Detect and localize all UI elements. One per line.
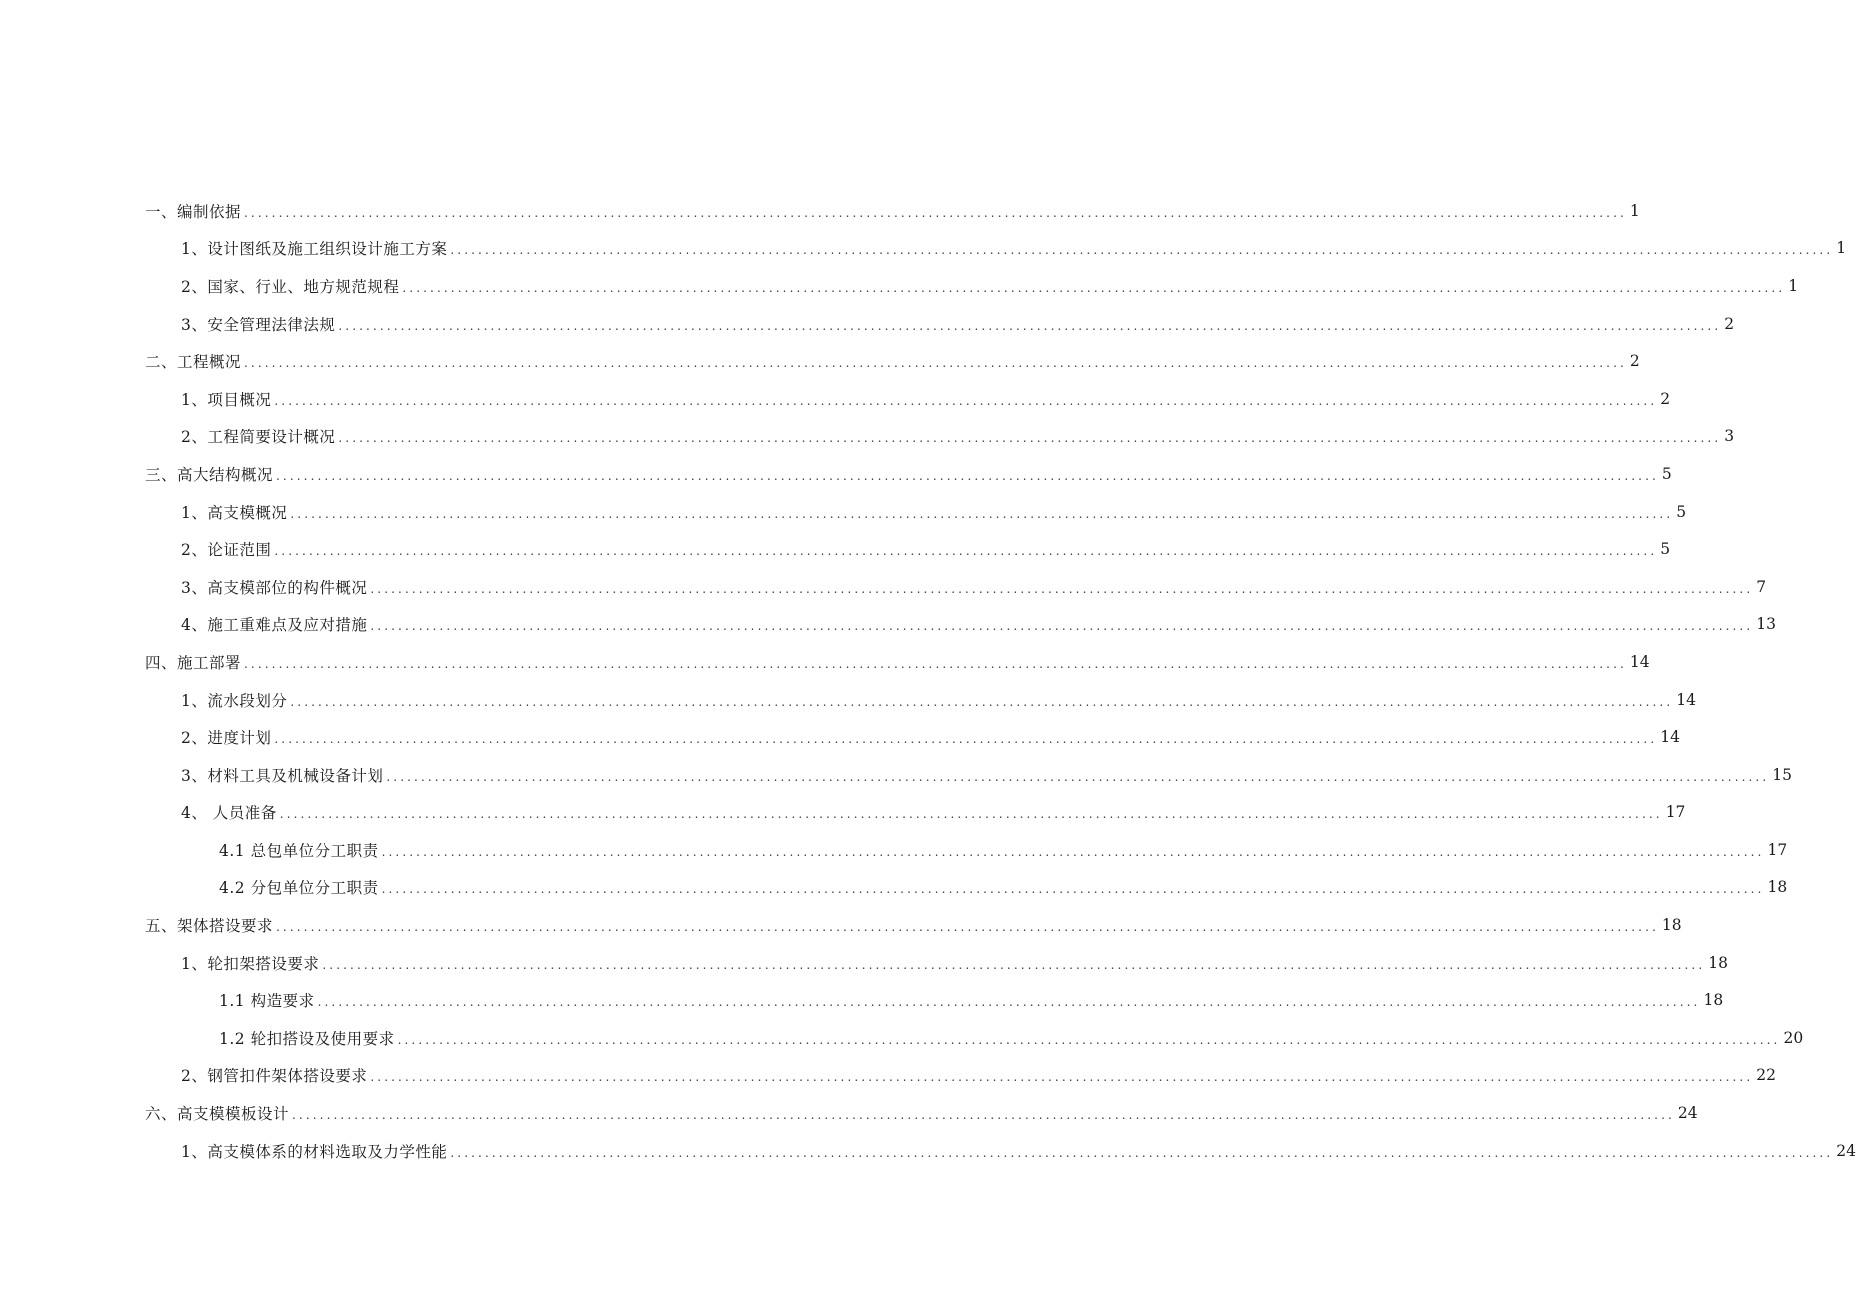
- toc-entry-title: 3、材料工具及机械设备计划: [181, 766, 384, 785]
- toc-page-number: 24: [1836, 1141, 1856, 1160]
- toc-page-number: 2: [1660, 389, 1671, 408]
- toc-leader-dots: ........................................................................................................................................................................................................: [244, 356, 1627, 371]
- toc-leader-dots: ........................................................................................................................................................................................................: [244, 205, 1627, 220]
- toc-entry-title: 2、工程简要设计概况: [181, 428, 336, 447]
- toc-leader-dots: ........................................................................................................................................................................................................: [397, 1032, 1781, 1047]
- toc-entry-title: 2、论证范围: [181, 541, 272, 560]
- toc-page-number: 1: [1788, 276, 1799, 295]
- toc-entry[interactable]: [0, 1057, 1776, 1095]
- toc-entry[interactable]: [0, 380, 1671, 418]
- toc-leader-dots: ........................................................................................................................................................................................................: [276, 920, 1659, 935]
- toc-leader-dots: ........................................................................................................................................................................................................: [450, 1145, 1834, 1160]
- toc-page-number: 14: [1676, 690, 1696, 709]
- toc-entry[interactable]: [0, 944, 1728, 982]
- toc-page-number: 3: [1724, 427, 1735, 446]
- toc-page-number: 18: [1767, 878, 1788, 897]
- toc-leader-dots: ........................................................................................................................................................................................................: [386, 769, 1770, 784]
- toc-entry-title: 1、设计图纸及施工组织设计施工方案: [181, 240, 448, 259]
- toc-entry[interactable]: [0, 756, 1792, 794]
- toc-entry[interactable]: [0, 230, 1847, 268]
- table-of-contents: [0, 192, 1856, 1169]
- toc-entry[interactable]: [0, 681, 1696, 719]
- toc-leader-dots: ........................................................................................................................................................................................................: [276, 468, 1659, 483]
- toc-entry[interactable]: [0, 606, 1776, 644]
- toc-page-number: 18: [1661, 916, 1682, 935]
- toc-leader-dots: ........................................................................................................................................................................................................: [244, 656, 1627, 671]
- toc-page-number: 22: [1756, 1066, 1776, 1085]
- toc-page-number: 1: [1836, 239, 1847, 258]
- toc-entry-title: 六、高支模模板设计: [145, 1105, 290, 1124]
- toc-entry-title: 1、高支模概况: [181, 503, 288, 522]
- toc-entry[interactable]: [0, 906, 1682, 944]
- toc-leader-dots: ........................................................................................................................................................................................................: [317, 995, 1701, 1010]
- toc-leader-dots: ........................................................................................................................................................................................................: [274, 393, 1658, 408]
- toc-entry[interactable]: [0, 1132, 1856, 1170]
- toc-entry-title: 1.1 构造要求: [219, 992, 315, 1011]
- toc-leader-dots: ........................................................................................................................................................................................................: [274, 544, 1658, 559]
- toc-entry[interactable]: [0, 869, 1788, 907]
- toc-page-number: 20: [1783, 1028, 1804, 1047]
- toc-entry-title: 2、进度计划: [181, 729, 272, 748]
- toc-entry-title: 4、施工重难点及应对措施: [181, 616, 368, 635]
- toc-entry[interactable]: [0, 1019, 1804, 1057]
- toc-entry[interactable]: [0, 267, 1799, 305]
- toc-entry[interactable]: [0, 455, 1672, 493]
- toc-entry-title: 1、轮扣架搭设要求: [181, 954, 320, 973]
- toc-page-number: 17: [1767, 840, 1788, 859]
- toc-leader-dots: ........................................................................................................................................................................................................: [402, 280, 1786, 295]
- toc-page-number: 2: [1724, 314, 1735, 333]
- toc-leader-dots: ........................................................................................................................................................................................................: [322, 957, 1706, 972]
- toc-entry[interactable]: [0, 493, 1687, 531]
- toc-entry-title: 五、架体搭设要求: [145, 917, 274, 936]
- toc-page-number: 18: [1703, 991, 1724, 1010]
- toc-page-number: 5: [1676, 502, 1687, 521]
- toc-entry-title: 4.1 总包单位分工职责: [219, 841, 379, 860]
- toc-entry[interactable]: [0, 643, 1650, 681]
- toc-entry[interactable]: [0, 831, 1788, 869]
- toc-page-number: 1: [1629, 201, 1640, 220]
- toc-page-number: 13: [1756, 615, 1776, 634]
- toc-entry-title: 一、编制依据: [145, 202, 242, 221]
- toc-leader-dots: ........................................................................................................................................................................................................: [279, 807, 1663, 822]
- toc-page-number: 18: [1708, 953, 1728, 972]
- toc-entry-title: 1、项目概况: [181, 390, 272, 409]
- toc-page-number: 5: [1660, 540, 1671, 559]
- toc-entry[interactable]: [0, 1094, 1698, 1132]
- toc-entry[interactable]: [0, 305, 1735, 343]
- toc-entry-title: 1、流水段划分: [181, 691, 288, 710]
- toc-page-number: 24: [1677, 1104, 1698, 1123]
- toc-leader-dots: ........................................................................................................................................................................................................: [290, 694, 1674, 709]
- toc-entry[interactable]: [0, 568, 1767, 606]
- toc-page-number: 17: [1665, 803, 1686, 822]
- toc-entry[interactable]: [0, 530, 1671, 568]
- toc-entry-title: 二、工程概况: [145, 353, 242, 372]
- toc-leader-dots: ........................................................................................................................................................................................................: [370, 1070, 1754, 1085]
- toc-leader-dots: ........................................................................................................................................................................................................: [381, 882, 1765, 897]
- toc-page-number: 14: [1660, 728, 1680, 747]
- toc-entry-title: 4、 人员准备: [181, 804, 277, 823]
- toc-entry-title: 2、国家、行业、地方规范规程: [181, 277, 400, 296]
- toc-entry[interactable]: [0, 718, 1680, 756]
- toc-entry[interactable]: [0, 418, 1735, 456]
- toc-entry-title: 三、高大结构概况: [145, 465, 274, 484]
- toc-entry-title: 2、钢管扣件架体搭设要求: [181, 1067, 368, 1086]
- toc-page-number: 2: [1629, 352, 1640, 371]
- toc-entry[interactable]: [0, 981, 1724, 1019]
- toc-entry[interactable]: [0, 342, 1640, 380]
- toc-entry-title: 1.2 轮扣搭设及使用要求: [219, 1029, 395, 1048]
- toc-leader-dots: ........................................................................................................................................................................................................: [292, 1108, 1675, 1123]
- toc-page-number: 7: [1756, 577, 1767, 596]
- toc-leader-dots: ........................................................................................................................................................................................................: [338, 318, 1722, 333]
- toc-page-number: 14: [1629, 652, 1650, 671]
- toc-entry[interactable]: [0, 192, 1640, 230]
- toc-entry-title: 3、高支模部位的构件概况: [181, 578, 368, 597]
- toc-entry-title: 4.2 分包单位分工职责: [219, 879, 379, 898]
- toc-leader-dots: ........................................................................................................................................................................................................: [450, 243, 1834, 258]
- toc-leader-dots: ........................................................................................................................................................................................................: [290, 506, 1674, 521]
- toc-leader-dots: ........................................................................................................................................................................................................: [370, 619, 1754, 634]
- toc-entry[interactable]: [0, 794, 1686, 832]
- toc-page-number: 15: [1772, 765, 1792, 784]
- toc-leader-dots: ........................................................................................................................................................................................................: [381, 844, 1765, 859]
- toc-leader-dots: ........................................................................................................................................................................................................: [370, 581, 1754, 596]
- toc-entry-title: 四、施工部署: [145, 653, 242, 672]
- toc-entry-title: 3、安全管理法律法规: [181, 315, 336, 334]
- toc-leader-dots: ........................................................................................................................................................................................................: [338, 431, 1722, 446]
- toc-entry-title: 1、高支模体系的材料选取及力学性能: [181, 1142, 448, 1161]
- toc-page-number: 5: [1661, 464, 1672, 483]
- toc-leader-dots: ........................................................................................................................................................................................................: [274, 732, 1658, 747]
